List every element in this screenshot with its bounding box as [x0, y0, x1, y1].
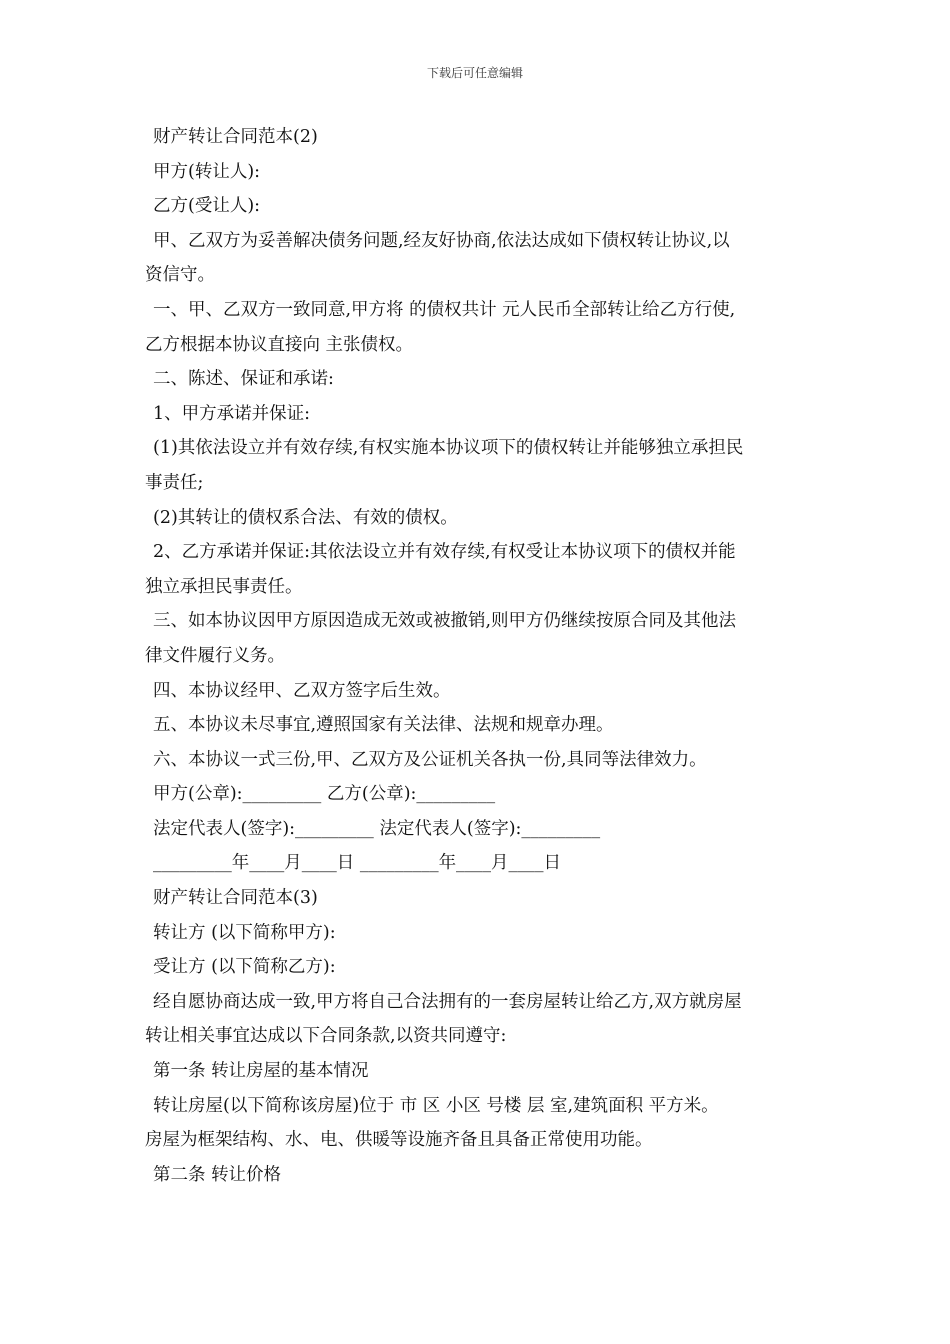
- paragraph: _________年____月____日 _________年____月____日: [153, 853, 562, 874]
- document-body: [145, 120, 810, 1192]
- paragraph: 第一条 转让房屋的基本情况: [153, 1061, 369, 1082]
- paragraph: 财产转让合同范本(3): [153, 888, 318, 909]
- paragraph: 二、陈述、保证和承诺:: [153, 369, 334, 390]
- paragraph-line: (1)其依法设立并有效存续,有权实施本协议项下的债权转让并能够独立承担民: [153, 438, 744, 459]
- paragraph: 乙方(受让人):: [153, 196, 261, 217]
- paragraph: 受让方 (以下简称乙方):: [153, 957, 336, 978]
- paragraph-line: 甲、乙双方为妥善解决债务问题,经友好协商,依法达成如下债权转让协议,以: [153, 230, 730, 251]
- paragraph: 四、本协议经甲、乙双方签字后生效。: [153, 680, 451, 701]
- paragraph: 第二条 转让价格: [153, 1164, 282, 1185]
- paragraph-line: 转让相关事宜达成以下合同条款,以资共同遵守:: [145, 1026, 507, 1047]
- paragraph-line: 乙方根据本协议直接向 主张债权。: [145, 334, 414, 355]
- paragraph-line: 经自愿协商达成一致,甲方将自己合法拥有的一套房屋转让给乙方,双方就房屋: [153, 991, 742, 1012]
- paragraph-line: 房屋为框架结构、水、电、供暖等设施齐备且具备正常使用功能。: [145, 1130, 653, 1151]
- paragraph-line: 独立承担民事责任。: [145, 576, 303, 597]
- paragraph: 六、本协议一式三份,甲、乙双方及公证机关各执一份,具同等法律效力。: [153, 749, 707, 770]
- paragraph: (2)其转让的债权系合法、有效的债权。: [153, 507, 458, 528]
- paragraph-line: 资信守。: [145, 265, 215, 286]
- paragraph: 甲方(公章):_________ 乙方(公章):_________: [153, 784, 496, 805]
- paragraph-line: 转让房屋(以下简称该房屋)位于 市 区 小区 号楼 层 室,建筑面积 平方米。: [153, 1095, 719, 1116]
- paragraph: 1、甲方承诺并保证:: [153, 403, 311, 424]
- paragraph-line: 一、甲、乙双方一致同意,甲方将 的债权共计 元人民币全部转让给乙方行使,: [153, 299, 736, 320]
- page-header: 下载后可任意编辑: [426, 66, 523, 80]
- paragraph-line: 2、乙方承诺并保证:其依法设立并有效存续,有权受让本协议项下的债权并能: [153, 542, 736, 563]
- paragraph: 财产转让合同范本(2): [153, 127, 318, 147]
- paragraph: 法定代表人(签字):_________ 法定代表人(签字):_________: [153, 818, 601, 839]
- paragraph: 转让方 (以下简称甲方):: [153, 922, 336, 943]
- paragraph: 五、本协议未尽事宜,遵照国家有关法律、法规和规章办理。: [153, 715, 614, 736]
- paragraph: 甲方(转让人):: [153, 161, 261, 182]
- paragraph-line: 事责任;: [145, 472, 204, 493]
- paragraph-line: 律文件履行义务。: [145, 645, 285, 666]
- paragraph-line: 三、如本协议因甲方原因造成无效或被撤销,则甲方仍继续按原合同及其他法: [153, 611, 737, 632]
